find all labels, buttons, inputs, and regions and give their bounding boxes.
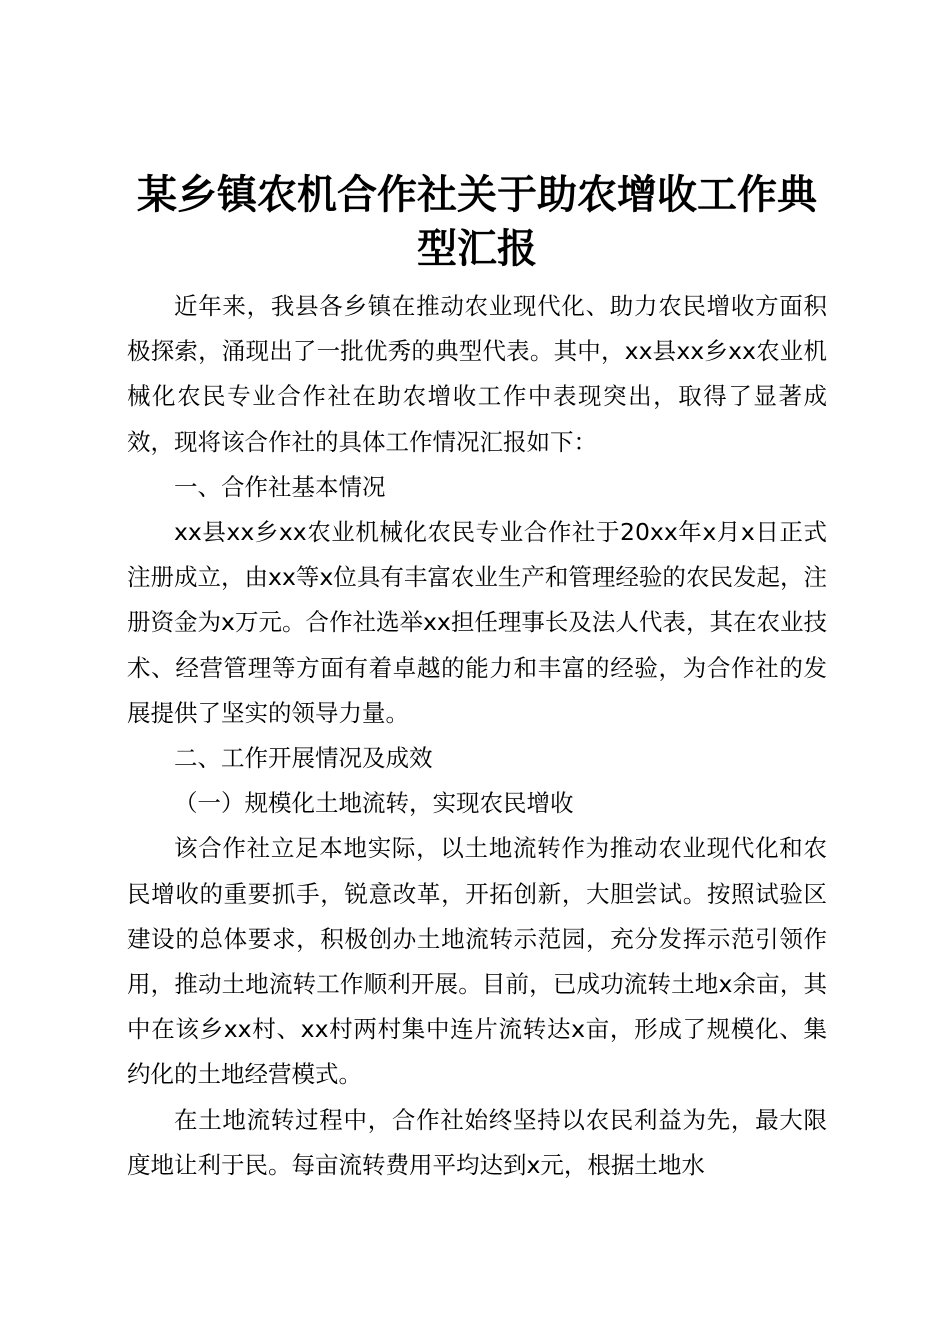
- subsection-1-heading: （一）规模化土地流转，实现农民增收: [174, 789, 574, 818]
- section-2-heading: 二、工作开展情况及成效: [174, 744, 433, 773]
- document-title: 某乡镇农机合作社关于助农增收工作典型汇报: [137, 172, 817, 272]
- section-1-paragraph: xx县xx乡xx农业机械化农民专业合作社于20xx年x月x日正式注册成立，由xx等x位具有丰富农业生产和管理经验的农民发起，注册资金为x万元。合作社选举xx担任理事长及法人代表，其在农业技术、经营管理等方面有着卓越的能力和丰富的经验，为合作社的发展提供了坚实的领导力量。: [127, 518, 827, 727]
- document-body: [127, 168, 827, 1188]
- section-1-heading: 一、合作社基本情况: [174, 472, 386, 501]
- subsection-1-paragraph-2: 在土地流转过程中，合作社始终坚持以农民利益为先，最大限度地让利于民。每亩流转费用平均达到x元，根据土地水: [127, 1105, 827, 1179]
- document-content: [127, 284, 827, 1188]
- intro-paragraph: 近年来，我县各乡镇在推动农业现代化、助力农民增收方面积极探索，涌现出了一批优秀的典型代表。其中，xx县xx乡xx农业机械化农民专业合作社在助农增收工作中表现突出，取得了显著成效，现将该合作社的具体工作情况汇报如下：: [127, 292, 827, 456]
- subsection-1-paragraph-1: 该合作社立足本地实际，以土地流转作为推动农业现代化和农民增收的重要抓手，锐意改革，开拓创新，大胆尝试。按照试验区建设的总体要求，积极创办土地流转示范园，充分发挥示范引领作用，推动土地流转工作顺利开展。目前，已成功流转土地x余亩，其中在该乡xx村、xx村两村集中连片流转达x亩，形成了规模化、集约化的土地经营模式。: [127, 834, 827, 1089]
